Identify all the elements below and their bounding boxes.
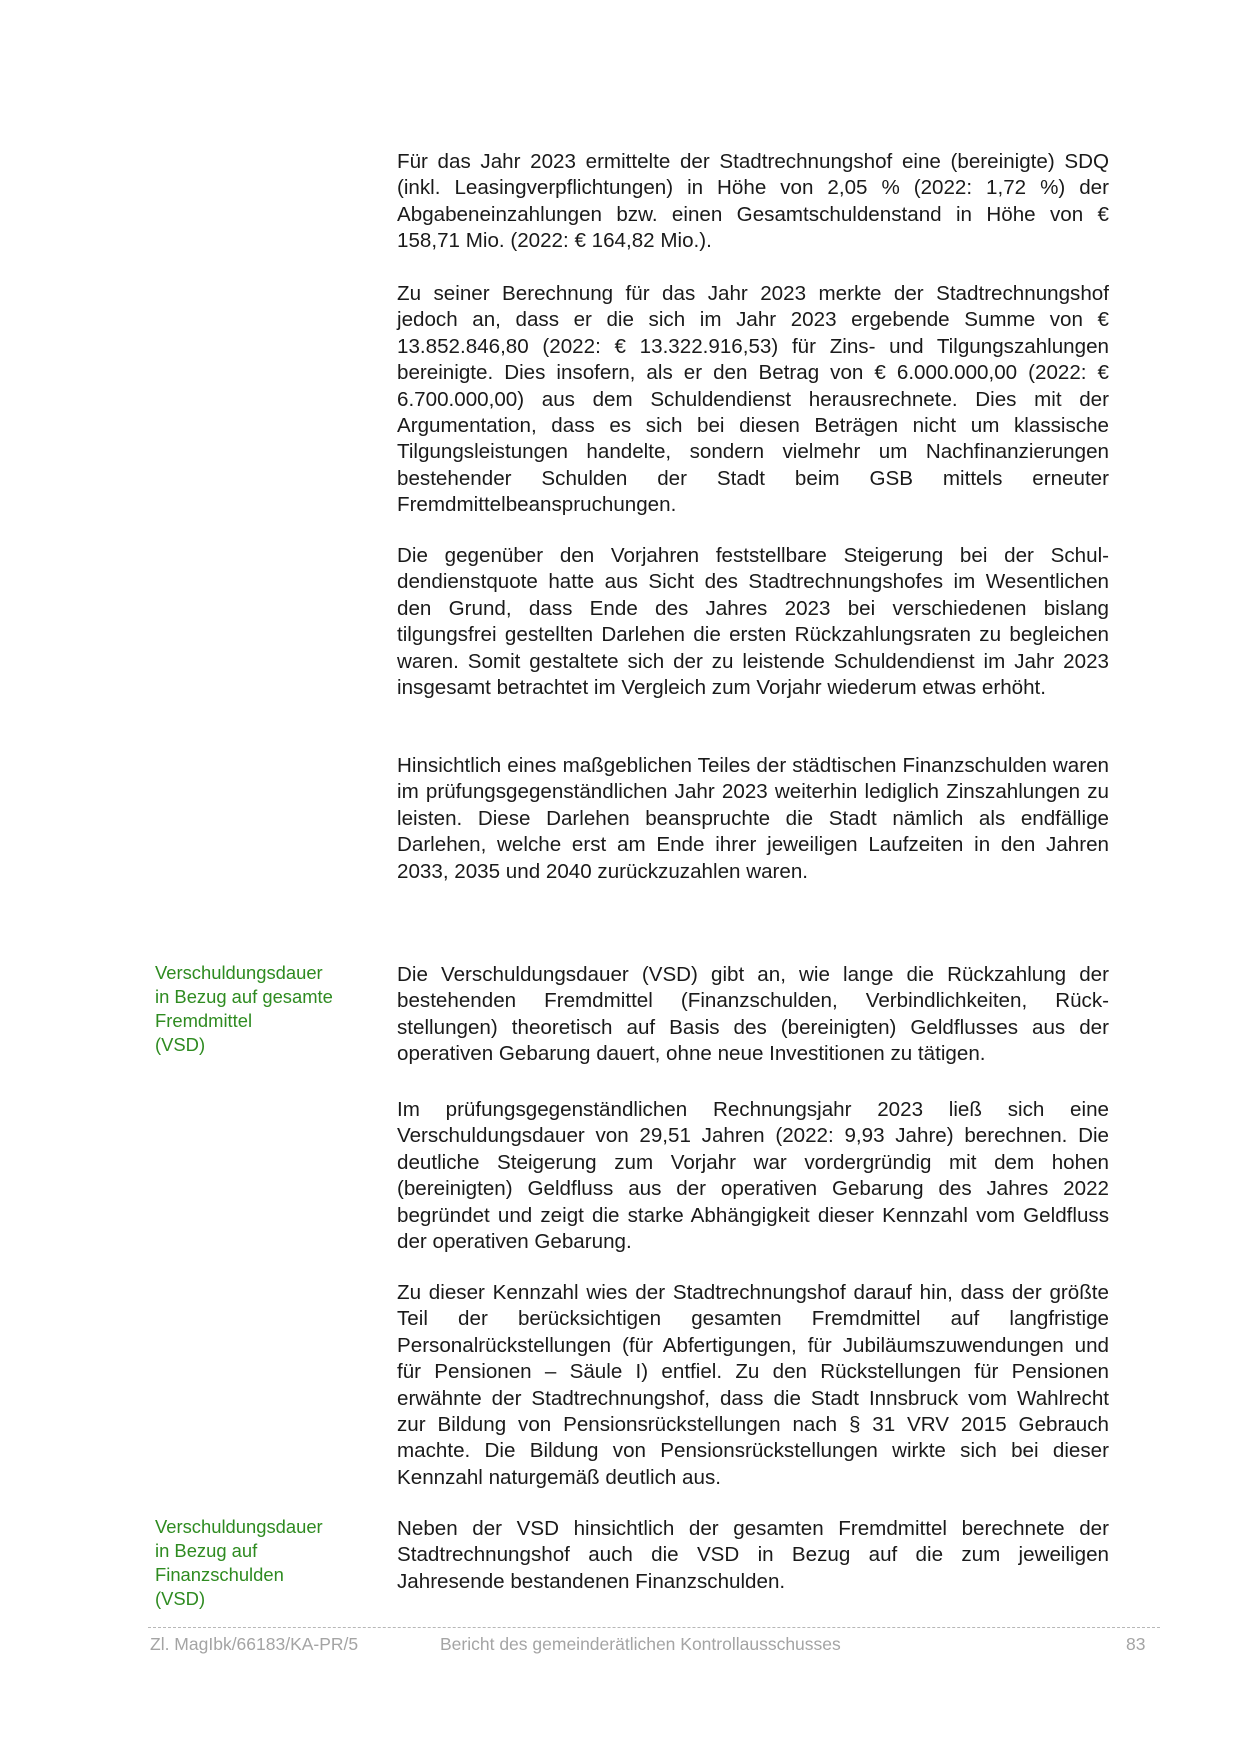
paragraph-personalrueckstellungen: Zu dieser Kennzahl wies der Stadtrechnungshof darauf hin, dass der größte Teil der berücksichtigen gesamten Fremdmittel auf langfristige Personalrückstellungen (für Abfertigungen, für Jubiläumszuwendungen und für Pensionen – Säule I) entfiel. Zu den Rückstellungen für Pensionen erwähnte der Stadtrechnungshof, dass die Stadt Innsbruck vom Wahlrecht zur Bildung von Pensionsrückstellungen nach § 31 VRV 2015 Gebrauch machte. Die Bildung von Pensionsrückstellungen wirkte sich bei dieser Kennzahl naturgemäß deutlich aus.	[397, 1281, 1109, 1489]
paragraph-vsd-definition: Die Verschuldungsdauer (VSD) gibt an, wie lange die Rückzahlung der bestehenden Fremdmittel (Finanzschulden, Verbindlichkeiten, Rückstellungen) theoretisch auf Basis des (bereinigten) Geldflusses aus der operativen Gebarung dauert, ohne neue Investitionen zu tätigen.	[397, 963, 1109, 1066]
side-label-vsd-finanzschulden	[155, 1515, 370, 1611]
paragraph-vsd-finanzschulden: Neben der VSD hinsichtlich der gesamten Fremdmittel berechnete der Stadtrechnungshof auch die VSD in Bezug auf die zum jeweiligen Jahresende bestandenen Finanzschulden.	[397, 1517, 1109, 1593]
side-label-line: Verschuldungsdauer	[155, 1516, 323, 1537]
paragraph-berechnung-bereinigung: Zu seiner Berechnung für das Jahr 2023 merkte der Stadtrechnungshof jedoch an, dass er die sich im Jahr 2023 ergebende Summe von € 13.852.846,80 (2022: € 13.322.916,53) für Zins- und Tilgungszahlungen bereinigte. Dies insofern, als er den Betrag von € 6.000.000,00 (2022: € 6.700.000,00) aus dem Schuldendienst herausrechnete. Dies mit der Argumentation, dass es sich bei diesen Beträgen nicht um klassische Tilgungsleistungen handelte, sondern vielmehr um Nachfinanzierungen bestehender Schulden der Stadt beim GSB mittels erneuter Fremdmittelbeanspruchungen.	[397, 282, 1109, 517]
side-label-line: in Bezug auf gesamte	[155, 986, 333, 1007]
side-label-line: (VSD)	[155, 1588, 206, 1609]
footer-title: Bericht des gemeinderätlichen Kontrollausschusses	[440, 1634, 841, 1654]
side-label-line: Fremdmittel	[155, 1010, 253, 1031]
footer-page-number: 83	[1126, 1634, 1146, 1654]
side-label-line: Finanzschulden	[155, 1564, 284, 1585]
side-label-vsd-gesamte-fremdmittel	[155, 961, 370, 1057]
paragraph-sdq-2023: Für das Jahr 2023 ermittelte der Stadtrechnungshof eine (bereinigte) SDQ (inkl. Leasingverpflichtungen) in Höhe von 2,05 % (2022: 1,72 %) der Abgabeneinzahlungen bzw. einen Gesamtschuldenstand in Höhe von € 158,71 Mio. (2022: € 164,82 Mio.).	[397, 150, 1109, 253]
side-label-line: (VSD)	[155, 1034, 206, 1055]
paragraph-steigerung-schuldendienstquote: Die gegenüber den Vorjahren feststellbare Steigerung bei der Schuldendienstquote hatte aus Sicht des Stadtrechnungshofes im Wesentlichen den Grund, dass Ende des Jahres 2023 bei verschiedenen bislang tilgungsfrei gestellten Darlehen die ersten Rückzahlungsraten zu begleichen waren. Somit gestaltete sich der zu leistende Schuldendienst im Jahr 2023 insgesamt betrachtet im Vergleich zum Vorjahr wiederum etwas erhöht.	[397, 544, 1109, 700]
paragraph-vsd-2023: Im prüfungsgegenständlichen Rechnungsjahr 2023 ließ sich eine Verschuldungsdauer von 29,51 Jahren (2022: 9,93 Jahre) berechnen. Die deutliche Steigerung zum Vorjahr war vordergründig mit dem hohen (bereinigten) Geldfluss aus der operativen Gebarung des Jahres 2022 begründet und zeigt die starke Abhängigkeit dieser Kennzahl vom Geldfluss der operativen Gebarung.	[397, 1098, 1109, 1254]
side-label-line: Verschuldungsdauer	[155, 962, 323, 983]
footer-reference: Zl. MagIbk/66183/KA-PR/5	[150, 1634, 359, 1654]
footer-divider	[148, 1627, 1160, 1628]
side-label-line: in Bezug auf	[155, 1540, 258, 1561]
paragraph-endfaellige-darlehen: Hinsichtlich eines maßgeblichen Teiles der städtischen Finanzschulden waren im prüfungsgegenständlichen Jahr 2023 weiterhin lediglich Zinszahlungen zu leisten. Diese Darlehen beanspruchte die Stadt nämlich als endfällige Darlehen, welche erst am Ende ihrer jeweiligen Laufzeiten in den Jahren 2033, 2035 und 2040 zurückzuzahlen waren.	[397, 754, 1109, 883]
